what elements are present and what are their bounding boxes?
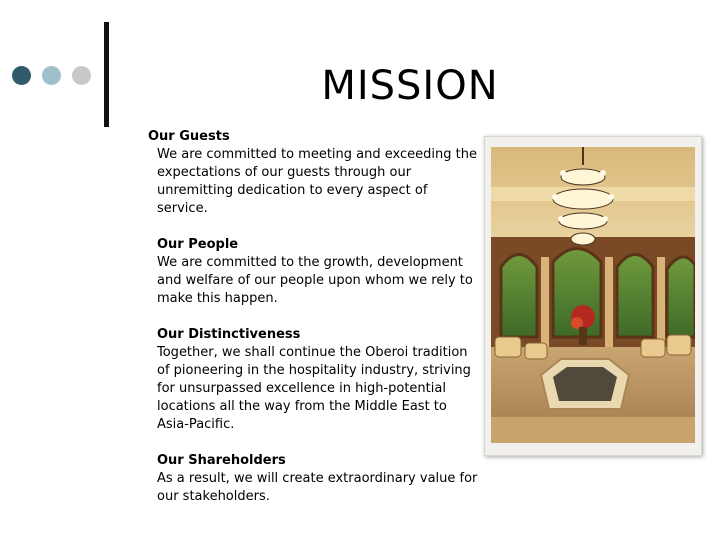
decorative-dot-2 xyxy=(42,66,61,85)
section-distinctiveness xyxy=(148,326,478,434)
section-guests xyxy=(148,128,478,218)
section-people xyxy=(148,236,478,308)
section-text: We are committed to the growth, development and welfare of our people upon whom we rely to make this happen. xyxy=(157,255,473,306)
section-heading: Our Distinctiveness xyxy=(157,327,301,342)
section-shareholders xyxy=(148,452,478,506)
slide-title: MISSION xyxy=(321,63,499,109)
section-heading: Our Guests xyxy=(148,129,230,144)
section-heading: Our People xyxy=(157,237,239,252)
decorative-dot-3 xyxy=(72,66,91,85)
mission-body xyxy=(148,128,478,524)
lobby-photo xyxy=(484,136,702,456)
section-text: Together, we shall continue the Oberoi tradition of pioneering in the hospitality industry, striving for unsurpassed excellence in high-potential locations all the way from the Middle East to Asia-Pacific. xyxy=(157,345,471,432)
hotel-lobby-illustration xyxy=(491,147,695,443)
section-text: We are committed to meeting and exceeding the expectations of our guests through our unremitting dedication to every aspect of service. xyxy=(157,147,477,216)
decorative-dot-1 xyxy=(12,66,31,85)
section-text: As a result, we will create extraordinary value for our stakeholders. xyxy=(157,471,478,504)
section-heading: Our Shareholders xyxy=(157,453,286,468)
vertical-divider xyxy=(104,22,109,127)
